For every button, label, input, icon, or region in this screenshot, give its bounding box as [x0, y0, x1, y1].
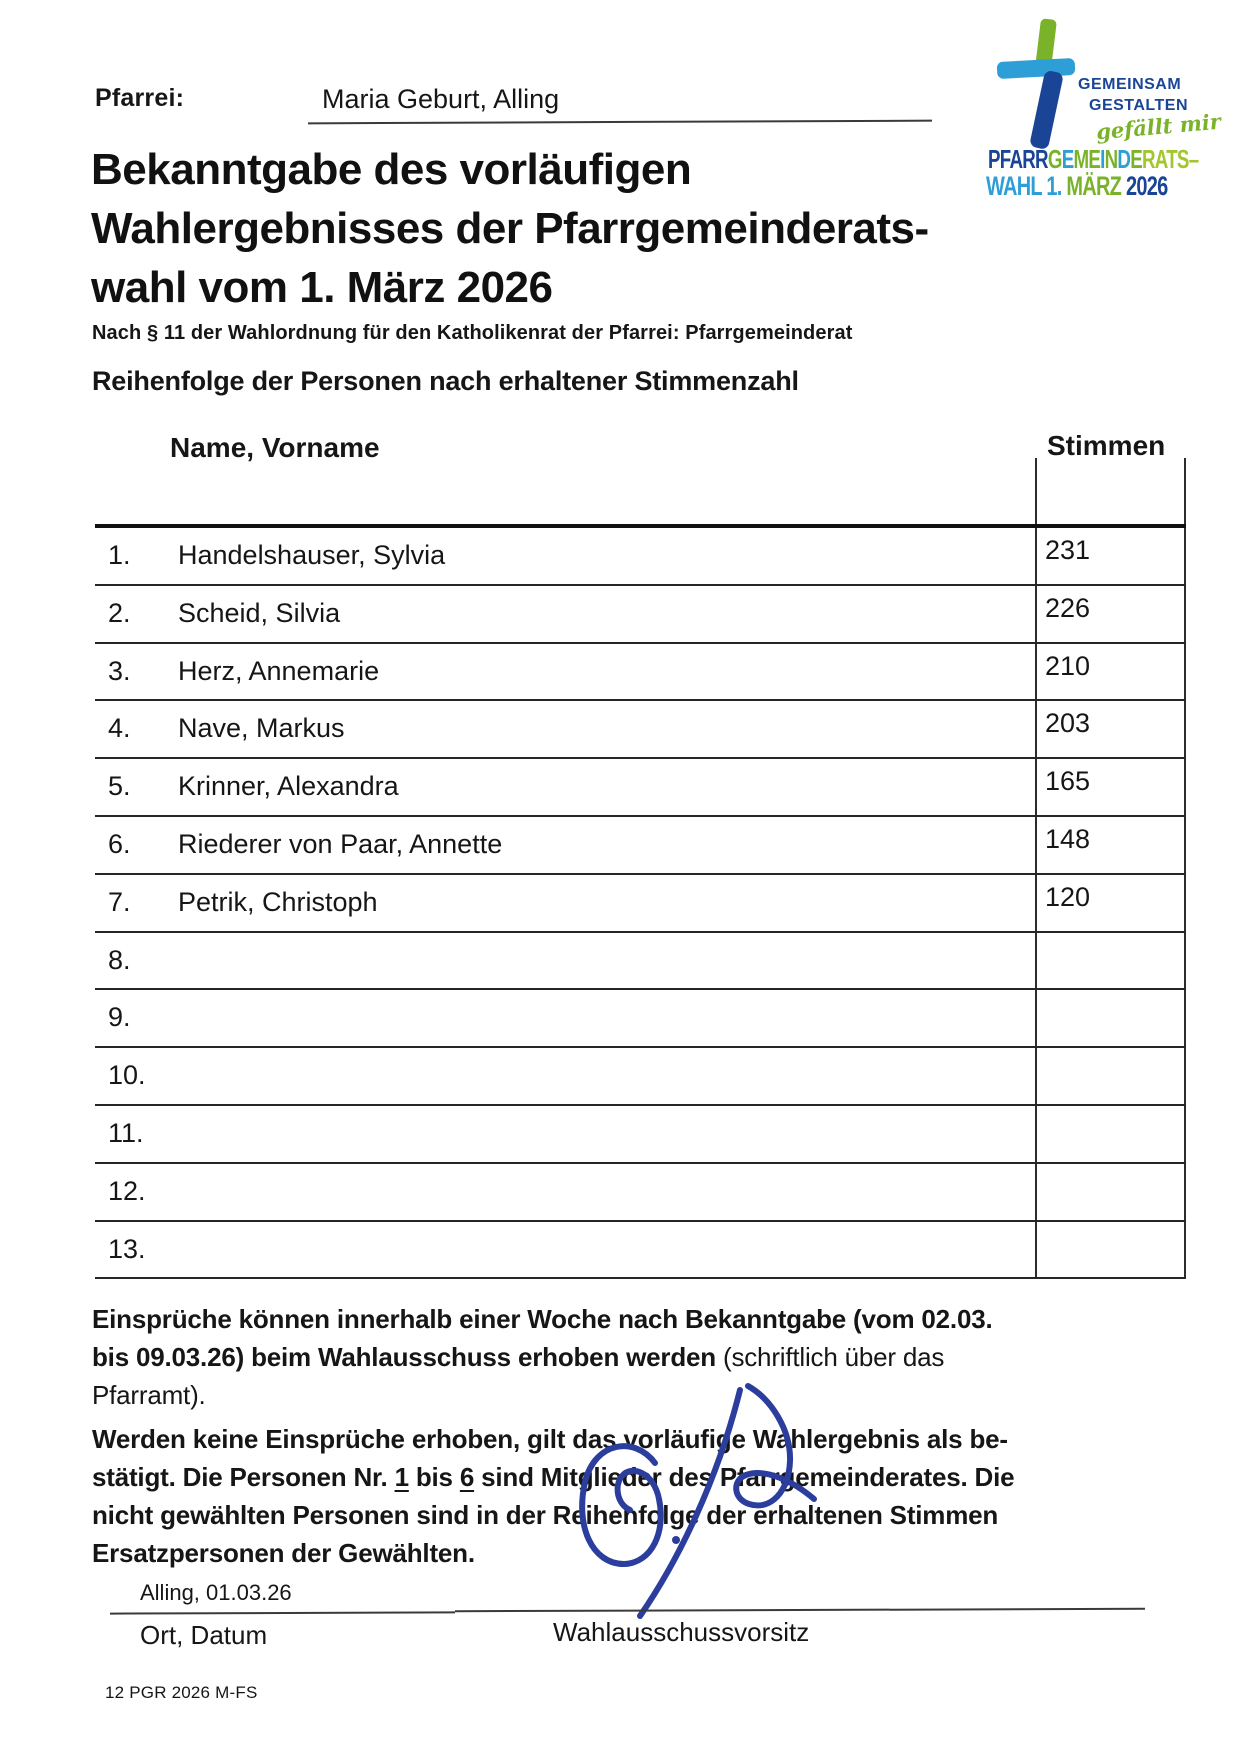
text-segment: 1	[394, 1462, 409, 1492]
text-segment: nicht gewählten Personen sind in der Reihenfolge der erhaltenen Stimmen	[92, 1500, 999, 1530]
row-votes: 165	[1045, 766, 1091, 797]
text-segment: Pfarramt).	[92, 1380, 206, 1410]
pfarrei-underline	[308, 120, 932, 125]
text-segment: Werden keine Einsprüche erhoben, gilt das vorläufige Wahlergebnis als be-	[92, 1424, 1008, 1454]
logo-letter: S	[1176, 144, 1189, 174]
table-row	[95, 1164, 1186, 1222]
title-line-1: Bekanntgabe des vorläufigen	[91, 145, 692, 194]
page-title	[91, 140, 929, 317]
logo-letter: T	[1166, 144, 1177, 174]
logo-letter: R	[1035, 144, 1048, 174]
row-candidate-name: Riederer von Paar, Annette	[178, 828, 503, 859]
logo-letter: Ä	[1082, 171, 1096, 201]
table-row	[95, 586, 1186, 644]
column-header-name: Name, Vorname	[170, 432, 380, 463]
logo-letter: –	[1188, 144, 1199, 174]
row-number: 2.	[108, 597, 131, 628]
table-row	[95, 990, 1186, 1048]
logo-letter: 6	[1157, 171, 1168, 201]
logo-text-gefaellt-mir: gefällt mir	[1095, 108, 1222, 145]
row-votes: 120	[1045, 881, 1091, 912]
row-votes: 231	[1045, 535, 1091, 565]
row-number: 6.	[108, 828, 131, 859]
row-number: 8.	[108, 944, 131, 975]
row-number: 4.	[108, 713, 131, 744]
signature-ink	[540, 1368, 830, 1628]
table-row	[95, 933, 1186, 991]
row-number: 9.	[108, 1002, 131, 1033]
logo-letter: E	[1061, 144, 1074, 174]
table-row	[95, 701, 1186, 759]
row-number: 10.	[108, 1060, 146, 1091]
logo-letter: M	[1066, 171, 1083, 201]
table-row	[95, 1106, 1186, 1164]
logo-letter: R	[1141, 144, 1155, 174]
row-votes: 226	[1045, 592, 1091, 623]
table-row	[95, 644, 1186, 702]
logo-letter: W	[986, 171, 1004, 201]
logo-letter: D	[1117, 144, 1131, 174]
logo-letter: H	[1016, 171, 1031, 201]
table-row	[95, 875, 1186, 933]
row-number: 11.	[108, 1117, 144, 1148]
row-votes: 148	[1045, 823, 1091, 854]
paragraph-line	[92, 1300, 993, 1338]
table-row	[95, 1048, 1186, 1106]
title-line-3: wahl vom 1. März 2026	[91, 263, 553, 312]
logo-letter: 2	[1125, 171, 1137, 201]
title-line-2: Wahlergebnisses der Pfarrgemeinderats-	[91, 204, 929, 253]
text-segment: sind Mitglieder des Pfarrgemeinderates. Die	[474, 1462, 1015, 1492]
logo-letter: G	[1047, 144, 1062, 174]
logo-letter: .	[1056, 171, 1062, 201]
table-row	[95, 817, 1186, 875]
row-number: 5.	[108, 771, 131, 802]
logo-letter: R	[1022, 144, 1036, 174]
logo-wordmark-line2	[986, 171, 1167, 202]
form-code: 12 PGR 2026 M-FS	[105, 1683, 258, 1702]
row-candidate-name: Petrik, Christoph	[178, 886, 378, 917]
row-votes: 203	[1045, 708, 1091, 739]
section-heading: Reihenfolge der Personen nach erhaltener Stimmenzahl	[92, 366, 799, 396]
logo-letter: L	[1030, 171, 1042, 201]
row-number: 7.	[108, 886, 131, 917]
logo-letter: P	[988, 144, 1000, 174]
logo-letter: E	[1130, 144, 1142, 174]
row-votes: 210	[1045, 650, 1091, 681]
logo-letter: M	[1073, 144, 1089, 174]
pfarrei-label: Pfarrei:	[95, 84, 185, 112]
logo-letter: A	[1009, 144, 1023, 174]
row-number: 12.	[108, 1175, 146, 1206]
logo-letter: A	[1154, 144, 1167, 174]
logo-letter: A	[1003, 171, 1017, 201]
column-header-votes: Stimmen	[1047, 430, 1166, 461]
text-segment: Ersatzpersonen der Gewählten.	[92, 1538, 475, 1568]
table-row	[95, 528, 1186, 586]
row-candidate-name: Handelshauser, Sylvia	[178, 540, 446, 570]
logo-letter: R	[1095, 171, 1110, 201]
text-segment: (schriftlich über das	[723, 1342, 945, 1372]
logo-letter: 0	[1136, 171, 1147, 201]
signer-label: Wahlausschussvorsitz	[553, 1617, 810, 1647]
logo-letter: F	[999, 144, 1010, 174]
text-segment: bis	[408, 1462, 460, 1492]
row-candidate-name: Krinner, Alexandra	[178, 771, 399, 802]
text-segment: Einsprüche können innerhalb einer Woche nach Bekanntgabe (vom 02.03.	[92, 1304, 993, 1334]
logo-letter: 2	[1146, 171, 1158, 201]
logo-letter: 1	[1046, 171, 1057, 201]
table-row	[95, 759, 1186, 817]
row-candidate-name: Herz, Annemarie	[178, 655, 380, 686]
results-table	[95, 528, 1186, 1279]
table-row	[95, 1222, 1186, 1280]
row-number: 3.	[108, 655, 131, 686]
row-number: 1.	[108, 540, 131, 570]
logo-letter: I	[1100, 144, 1105, 174]
pfarrei-value: Maria Geburt, Alling	[322, 84, 560, 114]
row-number: 13.	[108, 1233, 146, 1264]
row-candidate-name: Nave, Markus	[178, 713, 345, 744]
place-date-label: Ort, Datum	[140, 1620, 268, 1650]
text-segment: 6	[459, 1462, 475, 1492]
place-date-line	[110, 1611, 455, 1614]
logo-text-gemeinsam: GEMEINSAM	[1078, 76, 1182, 93]
logo-text-gestalten: GESTALTEN	[1089, 97, 1189, 114]
logo-letter: Z	[1109, 171, 1122, 201]
subtitle: Nach § 11 der Wahlordnung für den Katholikenrat der Pfarrei: Pfarrgemeinderat	[92, 322, 853, 344]
text-segment: stätigt. Die Personen Nr.	[92, 1462, 395, 1492]
logo-letter: E	[1088, 144, 1101, 174]
logo-letter: N	[1104, 144, 1118, 174]
row-candidate-name: Scheid, Silvia	[178, 597, 341, 628]
text-segment: bis 09.03.26) beim Wahlausschuss erhoben werden	[92, 1342, 723, 1372]
place-date-value: Alling, 01.03.26	[140, 1580, 292, 1605]
